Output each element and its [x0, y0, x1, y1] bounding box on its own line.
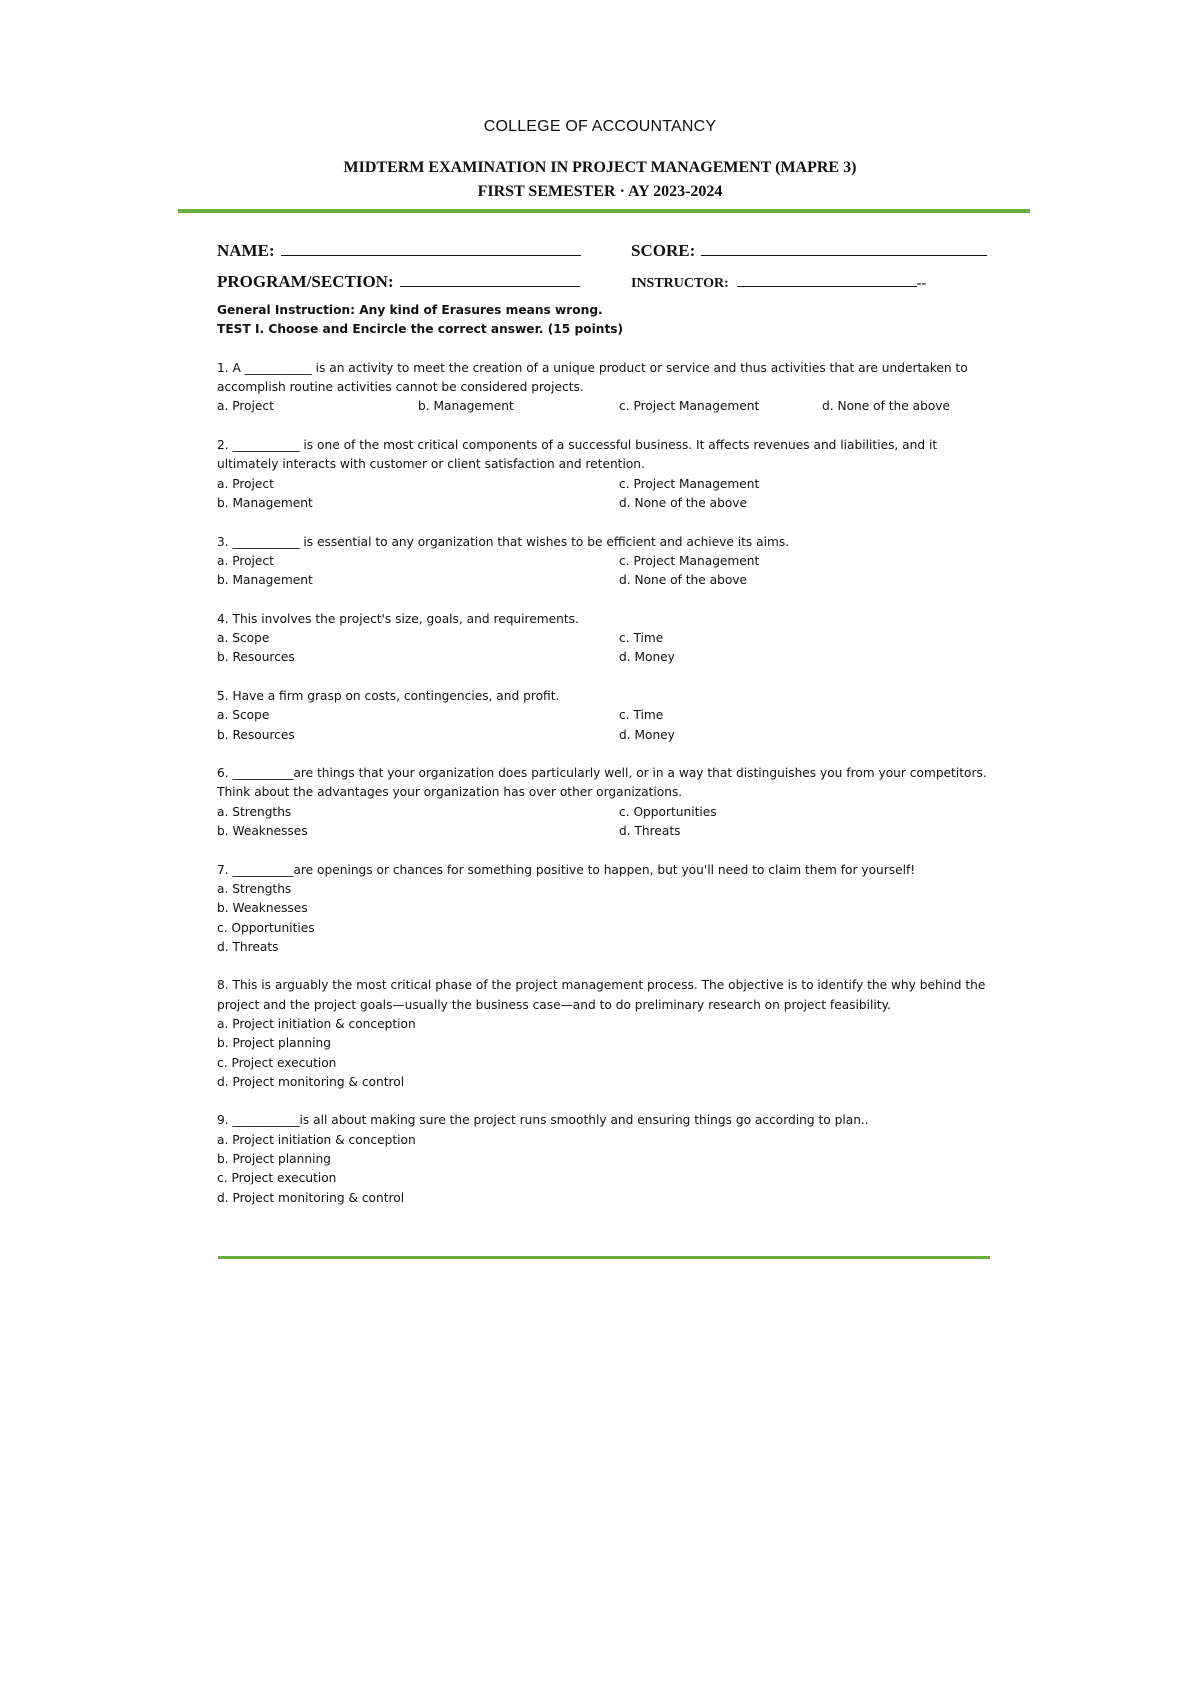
- option[interactable]: d. Project monitoring & control: [217, 1074, 405, 1089]
- question-8: [217, 976, 997, 1092]
- options-row: [217, 397, 997, 416]
- instructor-blank-line[interactable]: [737, 274, 917, 287]
- options-grid: [217, 629, 997, 668]
- option[interactable]: c. Opportunities: [619, 804, 717, 819]
- question-4: [217, 610, 997, 668]
- question-text: 9. ___________is all about making sure the project runs smoothly and ensuring things go according to plan..: [217, 1113, 869, 1128]
- option[interactable]: b. Project planning: [217, 1036, 331, 1051]
- question-5: [217, 687, 997, 745]
- option[interactable]: c. Project Management: [619, 399, 760, 414]
- name-label: NAME:: [217, 241, 275, 260]
- program-section-label: PROGRAM/SECTION:: [217, 272, 394, 291]
- option[interactable]: a. Scope: [217, 708, 270, 723]
- question-text: 8. This is arguably the most critical phase of the project management process. The objective is to identify the why behind the project and the project goals—usually the business case—and to do preliminary research on project feasibility.: [217, 978, 986, 1012]
- option[interactable]: b. Resources: [217, 650, 295, 665]
- option[interactable]: b. Management: [217, 495, 313, 510]
- options-grid: [217, 552, 997, 591]
- option[interactable]: a. Project: [217, 399, 274, 414]
- option[interactable]: c. Project execution: [217, 1055, 337, 1070]
- question-6: [217, 764, 997, 841]
- option[interactable]: a. Strengths: [217, 804, 292, 819]
- score-blank-line[interactable]: [701, 243, 987, 256]
- option[interactable]: a. Strengths: [217, 881, 292, 896]
- header-divider: [178, 209, 1030, 213]
- instructor-suffix: --: [916, 276, 927, 291]
- option[interactable]: d. Threats: [217, 939, 279, 954]
- option[interactable]: b. Resources: [217, 727, 295, 742]
- options-grid: [217, 706, 997, 745]
- instructor-label: INSTRUCTOR:: [631, 276, 729, 291]
- option[interactable]: b. Weaknesses: [217, 824, 308, 839]
- question-2: [217, 436, 997, 513]
- question-9: [217, 1111, 997, 1207]
- program-section-field[interactable]: [217, 272, 580, 292]
- college-name: COLLEGE OF ACCOUNTANCY: [483, 118, 717, 135]
- question-7: [217, 861, 997, 957]
- exam-title: MIDTERM EXAMINATION IN PROJECT MANAGEMENT (MAPRE 3): [343, 159, 857, 176]
- score-label: SCORE:: [631, 241, 696, 260]
- options-grid: [217, 475, 997, 514]
- option[interactable]: c. Project Management: [619, 476, 760, 491]
- option[interactable]: d. None of the above: [822, 399, 951, 414]
- option[interactable]: d. None of the above: [619, 495, 748, 510]
- question-text: 4. This involves the project's size, goals, and requirements.: [217, 611, 579, 626]
- option[interactable]: c. Project Management: [619, 553, 760, 568]
- option[interactable]: d. Threats: [619, 824, 681, 839]
- question-1: [217, 359, 997, 417]
- exam-semester: FIRST SEMESTER · AY 2023-2024: [477, 183, 723, 200]
- question-text: 1. A ___________ is an activity to meet the creation of a unique product or service and thus activities that are undertaken to accomplish routine activities cannot be considered projects.: [217, 360, 968, 395]
- option[interactable]: b. Management: [217, 573, 313, 588]
- question-text: 3. ___________ is essential to any organization that wishes to be efficient and achieve its aims.: [217, 534, 790, 549]
- option[interactable]: a. Project: [217, 553, 274, 568]
- question-text: 6. __________are things that your organization does particularly well, or in a way that distinguishes you from your competitors. Think about the advantages your organization has over other organizations.: [217, 766, 987, 800]
- question-text: 2. ___________ is one of the most critical components of a successful business. It affects revenues and liabilities, and it ultimately interacts with customer or client satisfaction and retention.: [217, 438, 938, 472]
- option[interactable]: b. Weaknesses: [217, 901, 308, 916]
- name-field[interactable]: [217, 241, 581, 261]
- options-grid: [217, 803, 997, 842]
- option[interactable]: a. Project initiation & conception: [217, 1016, 416, 1031]
- option[interactable]: b. Management: [418, 399, 514, 414]
- general-instruction: General Instruction: Any kind of Erasures means wrong.: [217, 303, 603, 317]
- option[interactable]: c. Time: [619, 708, 664, 723]
- option[interactable]: c. Project execution: [217, 1171, 337, 1186]
- exam-content: [217, 301, 997, 1208]
- option[interactable]: a. Project: [217, 476, 274, 491]
- option[interactable]: a. Scope: [217, 631, 270, 646]
- footer-divider: [218, 1256, 990, 1259]
- score-field[interactable]: [631, 241, 987, 261]
- option[interactable]: d. Project monitoring & control: [217, 1190, 405, 1205]
- option[interactable]: b. Project planning: [217, 1152, 331, 1167]
- instructor-field[interactable]: [631, 274, 926, 292]
- option[interactable]: c. Opportunities: [217, 920, 315, 935]
- question-text: 7. __________are openings or chances for something positive to happen, but you'll need to claim them for yourself!: [217, 862, 916, 877]
- option[interactable]: a. Project initiation & conception: [217, 1132, 416, 1147]
- question-text: 5. Have a firm grasp on costs, contingencies, and profit.: [217, 688, 560, 703]
- option[interactable]: d. Money: [619, 727, 675, 742]
- question-3: [217, 533, 997, 591]
- program-section-blank-line[interactable]: [400, 274, 580, 287]
- test-instruction: TEST I. Choose and Encircle the correct answer. (15 points): [217, 322, 624, 337]
- name-blank-line[interactable]: [281, 243, 581, 256]
- option[interactable]: d. Money: [619, 650, 675, 665]
- option[interactable]: d. None of the above: [619, 573, 748, 588]
- option[interactable]: c. Time: [619, 631, 664, 646]
